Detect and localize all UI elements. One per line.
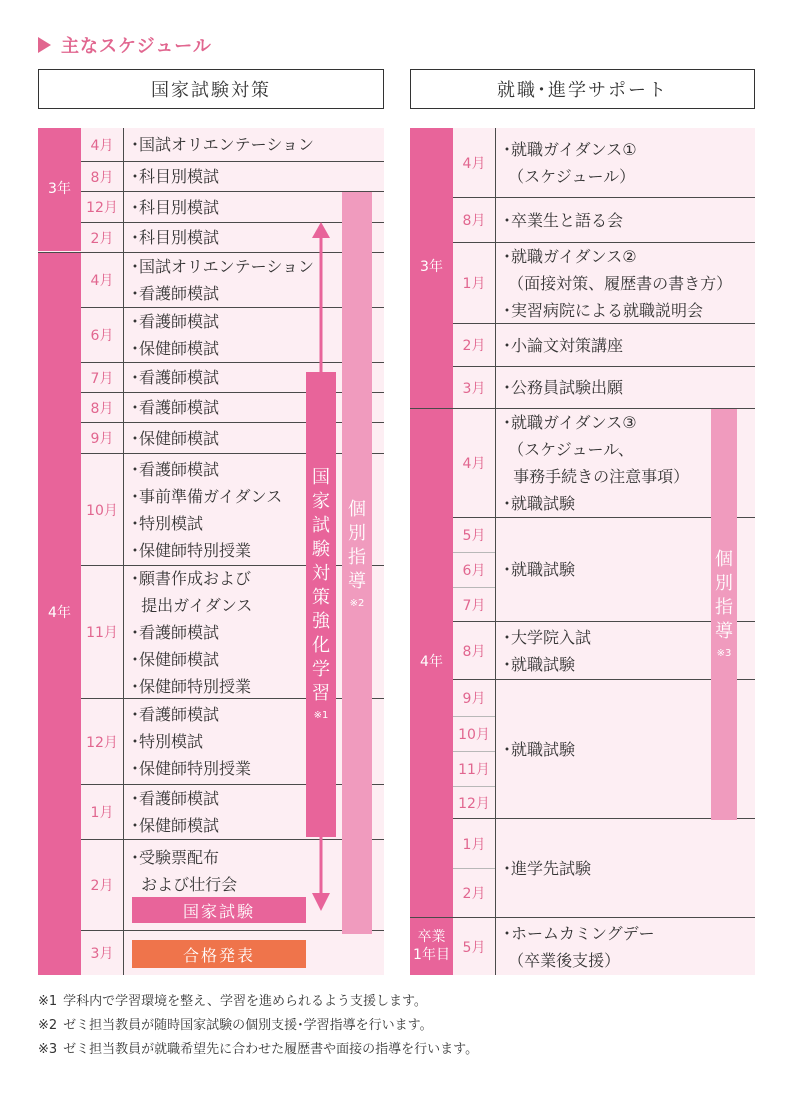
- month-cell: 12月: [86, 200, 118, 216]
- national-exam-pill: 国家試験: [132, 897, 306, 923]
- month-cell: 7月: [90, 370, 114, 387]
- page-title-row: [38, 32, 212, 58]
- month-cell: 8月: [90, 400, 114, 417]
- month-cell: 11月: [458, 762, 490, 778]
- month-cell: 2月: [462, 886, 486, 902]
- left-year-3: 3年: [38, 128, 81, 251]
- schedule-item: ･進学先試験: [503, 858, 592, 878]
- month-cell: 8月: [462, 643, 486, 660]
- schedule-item: ･看護師模試 ･保健師模試: [131, 312, 220, 358]
- schedule-item: ･公務員試験出願: [503, 378, 624, 397]
- schedule-item: ･就職試験: [503, 739, 576, 759]
- arrow-down-icon: [309, 835, 333, 913]
- month-cell: 3月: [462, 380, 486, 397]
- footnote-2: ※2 ゼミ担当教員が随時国家試験の個別支援･学習指導を行います。: [38, 1018, 433, 1033]
- title-triangle-icon: [38, 37, 51, 53]
- schedule-item: ･科目別模試: [131, 228, 220, 247]
- schedule-item: ･大学院入試 ･就職試験: [503, 627, 592, 674]
- month-cell: 8月: [462, 213, 486, 229]
- schedule-item: ･就職ガイダンス① （スケジュール）: [503, 139, 637, 186]
- header-career-support: 就職･進学サポート: [410, 69, 755, 109]
- schedule-item: ･卒業生と語る会: [503, 210, 624, 230]
- month-cell: 10月: [458, 727, 490, 743]
- month-cell: 4月: [462, 456, 486, 472]
- schedule-item: ･看護師模試 ･事前準備ガイダンス ･特別模試 ･保健師特別授業: [131, 459, 283, 560]
- month-cell: 4月: [90, 137, 114, 154]
- schedule-item: ･科目別模試: [131, 197, 220, 217]
- schedule-item: ･就職ガイダンス② （面接対策、履歴書の書き方） ･実習病院による就職説明会: [503, 246, 733, 320]
- month-cell: 6月: [90, 328, 114, 344]
- month-cell: 2月: [462, 338, 486, 354]
- schedule-item: ･看護師模試 ･保健師模試: [131, 789, 220, 835]
- month-cell: 7月: [462, 597, 486, 614]
- month-cell: 11月: [86, 625, 118, 641]
- month-cell: 6月: [462, 563, 486, 579]
- schedule-item: ･看護師模試: [131, 398, 220, 417]
- individual-guidance-label-right: 個 別 指 導 ※3: [715, 549, 733, 659]
- month-cell: 3月: [90, 946, 114, 962]
- row-divider: [81, 839, 384, 840]
- schedule-item: ･看護師模試 ･特別模試 ･保健師特別授業: [131, 705, 252, 778]
- schedule-item: ･保健師模試: [131, 428, 220, 448]
- month-cell: 2月: [90, 230, 114, 247]
- right-year-graduate: 卒業 1年目: [410, 918, 453, 975]
- month-cell: 9月: [90, 431, 114, 447]
- schedule-item: ･ホームカミングデー （卒業後支援）: [503, 923, 655, 970]
- schedule-item: ･国試オリエンテーション: [131, 135, 315, 154]
- schedule-item: ･就職ガイダンス③ （スケジュール、 事務手続きの注意事項） ･就職試験: [503, 413, 690, 513]
- month-cell: 2月: [90, 878, 114, 894]
- schedule-item: ･科目別模試: [131, 167, 220, 186]
- month-cell: 4月: [90, 273, 114, 289]
- month-cell: 5月: [462, 528, 486, 544]
- month-cell: 10月: [86, 502, 118, 519]
- month-cell: 9月: [462, 691, 486, 707]
- month-cell: 8月: [90, 169, 114, 186]
- exam-strengthening-label: 国 家 試 験 対 策 強 化 学 習 ※1: [312, 467, 330, 721]
- page-title: 主なスケジュール: [61, 36, 212, 57]
- schedule-item: ･国試オリエンテーション ･看護師模試: [131, 257, 315, 303]
- month-cell: 12月: [458, 795, 490, 812]
- schedule-item: ･就職試験: [503, 560, 576, 579]
- footnote-1: ※1 学科内で学習環境を整え、学習を進められるよう支援します。: [38, 994, 427, 1009]
- month-cell: 1月: [462, 836, 486, 853]
- footnote-3: ※3 ゼミ担当教員が就職希望先に合わせた履歴書や面接の指導を行います。: [38, 1042, 479, 1057]
- month-cell: 1月: [462, 276, 486, 292]
- left-year-4: 4年: [38, 253, 81, 975]
- right-year-3: 3年: [410, 128, 453, 408]
- month-cell: 1月: [90, 805, 114, 821]
- schedule-item: ･受験票配布 および壮行会: [131, 848, 238, 894]
- right-year-4: 4年: [410, 409, 453, 917]
- schedule-item: ･看護師模試: [131, 368, 220, 387]
- schedule-item: ･願書作成および 提出ガイダンス ･看護師模試 ･保健師模試 ･保健師特別授業: [131, 568, 253, 696]
- header-national-exam: 国家試験対策: [38, 69, 384, 109]
- arrow-up-icon: [309, 220, 333, 375]
- individual-guidance-label-left: 個 別 指 導 ※2: [348, 499, 366, 609]
- schedule-item: ･小論文対策講座: [503, 335, 624, 355]
- result-announcement-pill: 合格発表: [132, 940, 306, 968]
- month-cell: 5月: [462, 939, 486, 956]
- month-cell: 4月: [462, 155, 486, 172]
- row-divider: [81, 930, 384, 931]
- month-cell: 12月: [86, 734, 118, 751]
